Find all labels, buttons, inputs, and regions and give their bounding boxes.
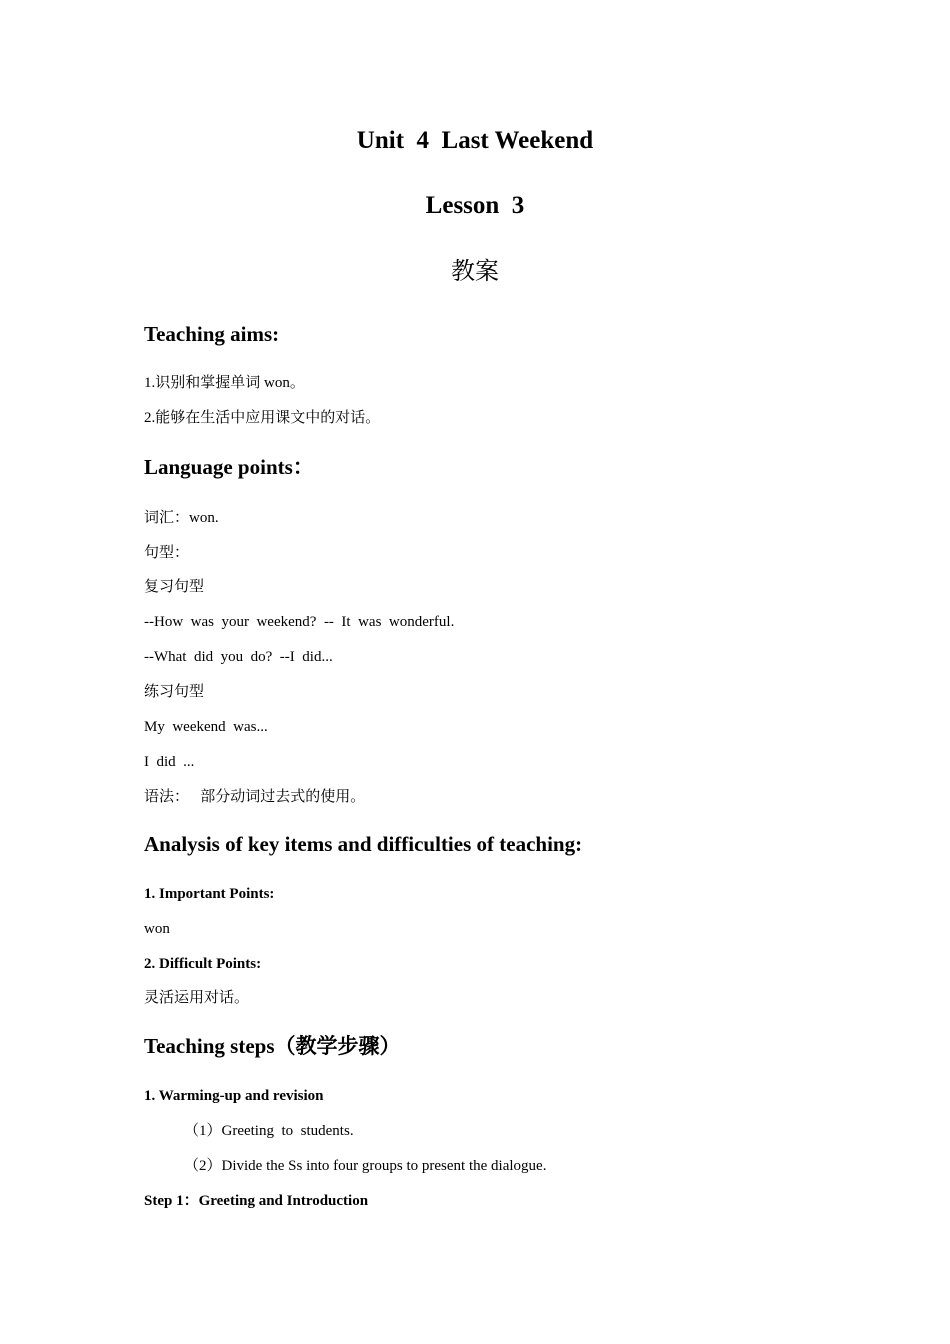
document-type-label: 教案 <box>451 257 499 285</box>
difficult-points-value: 灵活运用对话。 <box>144 990 250 1006</box>
warmup-item: （1）Greeting to students. <box>184 1123 354 1139</box>
warmup-item: （2）Divide the Ss into four groups to present the dialogue. <box>184 1158 547 1174</box>
teaching-steps-heading: Teaching steps（教学步骤） <box>144 1034 401 1058</box>
review-pattern-line: --How was your weekend? -- It was wonderful. <box>144 614 455 630</box>
analysis-heading: Analysis of key items and difficulties of teaching: <box>144 832 583 856</box>
review-pattern-line: --What did you do? --I did... <box>144 649 333 665</box>
lesson-title: Lesson 3 <box>425 192 525 219</box>
practice-pattern-line: I did ... <box>144 754 195 770</box>
step-1-label: Step 1：Greeting and Introduction <box>144 1193 369 1209</box>
difficult-points-label: 2. Difficult Points: <box>144 956 262 972</box>
review-patterns-label: 复习句型 <box>144 579 205 595</box>
sentence-patterns-label: 句型： <box>144 545 190 561</box>
warmup-label: 1. Warming-up and revision <box>144 1088 324 1104</box>
practice-patterns-label: 练习句型 <box>144 684 205 700</box>
teaching-aim-item: 1.识别和掌握单词 won。 <box>144 375 305 391</box>
teaching-aim-item: 2.能够在生活中应用课文中的对话。 <box>144 410 381 426</box>
document-title: Unit 4 Last Weekend <box>356 127 594 154</box>
grammar-line: 语法： 部分动词过去式的使用。 <box>144 789 366 805</box>
important-points-label: 1. Important Points: <box>144 886 275 902</box>
vocabulary-line: 词汇：won. <box>144 510 219 526</box>
practice-pattern-line: My weekend was... <box>144 719 268 735</box>
important-points-value: won <box>144 921 170 937</box>
language-points-heading: Language points： <box>144 455 314 479</box>
teaching-aims-heading: Teaching aims: <box>144 322 280 346</box>
